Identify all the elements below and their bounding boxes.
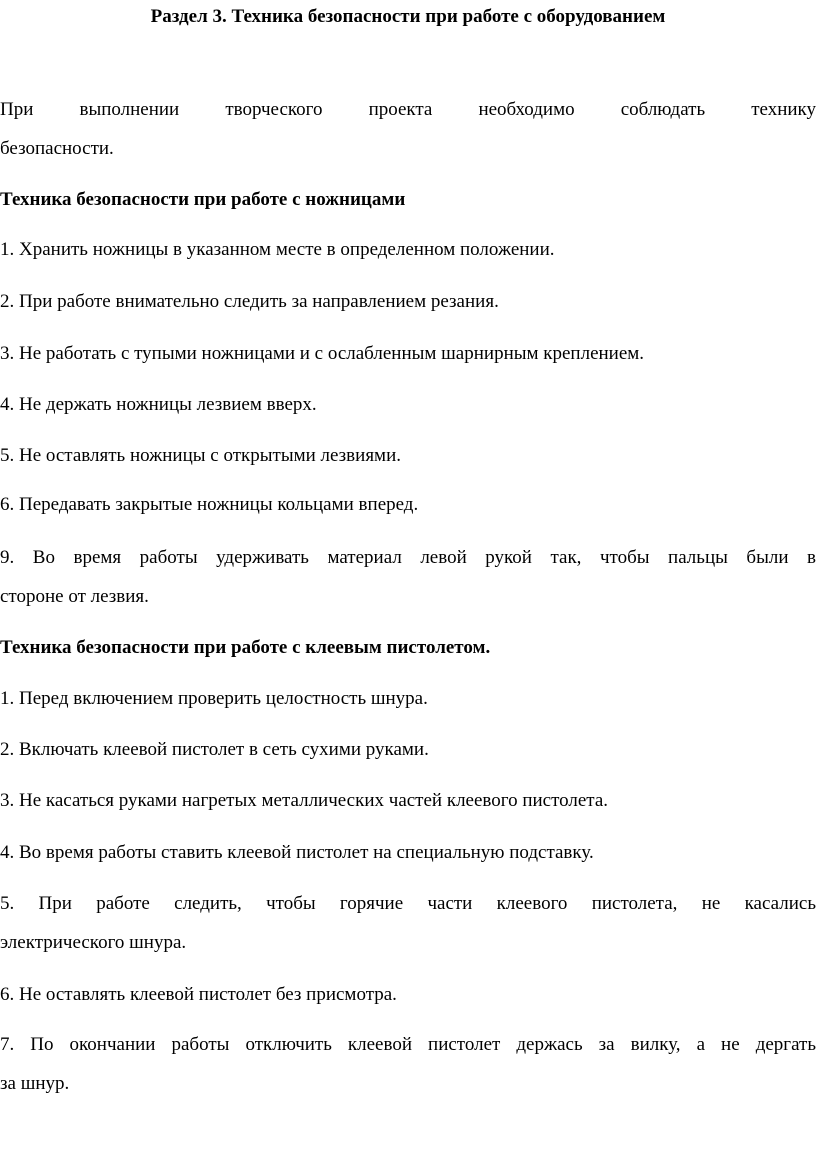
scissors-rule-9-line-1: 9. Во время работы удерживать материал левой рукой так, чтобы пальцы были в [0, 547, 816, 568]
glue-gun-rule-2: 2. Включать клеевой пистолет в сеть сухими руками. [0, 739, 429, 760]
glue-gun-rule-5-line-2: электрического шнура. [0, 932, 187, 953]
scissors-rule-5: 5. Не оставлять ножницы с открытыми лезвиями. [0, 445, 401, 466]
intro-paragraph-line-2: безопасности. [0, 138, 114, 159]
glue-gun-rule-5-line-1: 5. При работе следить, чтобы горячие части клеевого пистолета, не касались [0, 893, 816, 914]
glue-gun-rule-4: 4. Во время работы ставить клеевой пистолет на специальную подставку. [0, 842, 594, 863]
scissors-rule-3: 3. Не работать с тупыми ножницами и с ослабленным шарнирным креплением. [0, 343, 645, 364]
scissors-rule-6: 6. Передавать закрытые ножницы кольцами вперед. [0, 494, 419, 515]
glue-gun-section-heading: Техника безопасности при работе с клеевым пистолетом. [0, 637, 491, 658]
scissors-rule-4: 4. Не держать ножницы лезвием вверх. [0, 394, 317, 415]
glue-gun-rule-3: 3. Не касаться руками нагретых металлических частей клеевого пистолета. [0, 790, 609, 811]
page-title: Раздел 3. Техника безопасности при работе с оборудованием [150, 6, 666, 27]
scissors-section-heading: Техника безопасности при работе с ножницами [0, 189, 406, 210]
intro-paragraph-line-1: При выполнении творческого проекта необходимо соблюдать технику [0, 99, 816, 120]
scissors-rule-2: 2. При работе внимательно следить за направлением резания. [0, 291, 499, 312]
glue-gun-rule-7-line-1: 7. По окончании работы отключить клеевой пистолет держась за вилку, а не дергать [0, 1034, 816, 1055]
scissors-rule-9-line-2: стороне от лезвия. [0, 586, 149, 607]
scissors-rule-1: 1. Хранить ножницы в указанном месте в определенном положении. [0, 239, 555, 260]
glue-gun-rule-6: 6. Не оставлять клеевой пистолет без присмотра. [0, 984, 397, 1005]
glue-gun-rule-1: 1. Перед включением проверить целостность шнура. [0, 688, 428, 709]
glue-gun-rule-7-line-2: за шнур. [0, 1073, 70, 1094]
